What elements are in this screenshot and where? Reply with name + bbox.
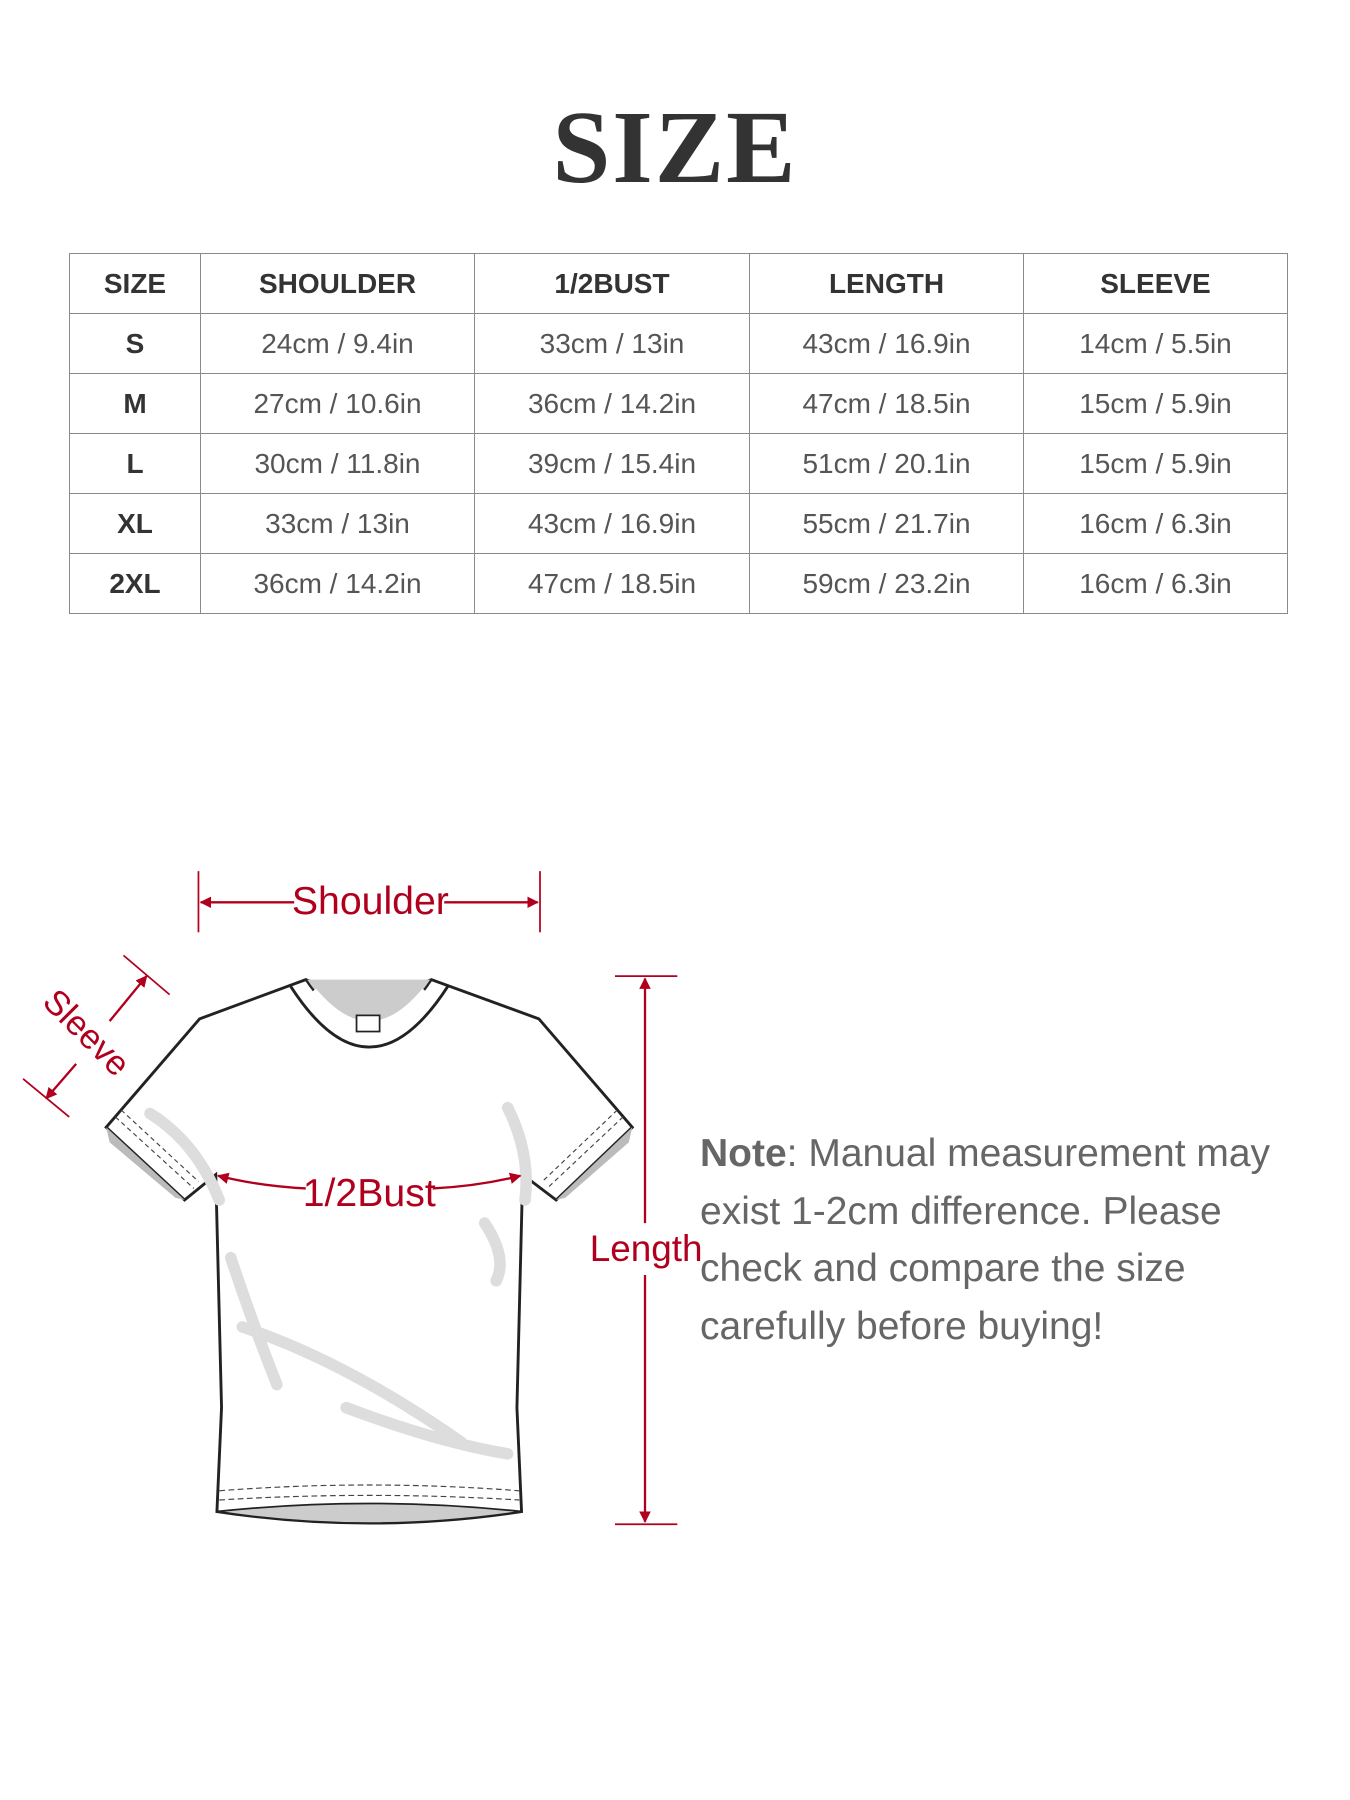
measurement-cell: 43cm / 16.9in	[475, 494, 750, 554]
length-measure	[590, 976, 703, 1524]
measurement-cell: 15cm / 5.9in	[1024, 374, 1288, 434]
measurement-cell: 55cm / 21.7in	[750, 494, 1024, 554]
size-cell: S	[70, 314, 201, 374]
measurement-cell: 14cm / 5.5in	[1024, 314, 1288, 374]
measurement-cell: 16cm / 6.3in	[1024, 494, 1288, 554]
shoulder-label: Shoulder	[291, 878, 449, 923]
measurement-cell: 27cm / 10.6in	[201, 374, 475, 434]
page-title: SIZE	[552, 90, 798, 205]
measurement-cell: 47cm / 18.5in	[750, 374, 1024, 434]
note-label: Note	[700, 1132, 787, 1175]
measurement-cell: 36cm / 14.2in	[201, 554, 475, 614]
measurement-cell: 33cm / 13in	[201, 494, 475, 554]
tshirt-outline	[106, 980, 632, 1523]
size-cell: XL	[70, 494, 201, 554]
header-length: LENGTH	[750, 254, 1024, 314]
measurement-cell: 16cm / 6.3in	[1024, 554, 1288, 614]
measurement-cell: 30cm / 11.8in	[201, 434, 475, 494]
measurement-cell: 43cm / 16.9in	[750, 314, 1024, 374]
measurement-cell: 24cm / 9.4in	[201, 314, 475, 374]
measurement-cell: 36cm / 14.2in	[475, 374, 750, 434]
header-size: SIZE	[70, 254, 201, 314]
measurement-cell: 39cm / 15.4in	[475, 434, 750, 494]
measurement-cell: 47cm / 18.5in	[475, 554, 750, 614]
size-cell: M	[70, 374, 201, 434]
sleeve-label: Sleeve	[35, 982, 138, 1084]
shoulder-measure	[198, 871, 540, 932]
header-shoulder: SHOULDER	[201, 254, 475, 314]
size-cell: 2XL	[70, 554, 201, 614]
note-text	[700, 1125, 1320, 1355]
measurement-cell: 51cm / 20.1in	[750, 434, 1024, 494]
length-label: Length	[589, 1228, 703, 1270]
size-cell: L	[70, 434, 201, 494]
header-bust: 1/2BUST	[475, 254, 750, 314]
measurement-cell: 59cm / 23.2in	[750, 554, 1024, 614]
bust-label: 1/2Bust	[302, 1170, 436, 1215]
measurement-cell: 15cm / 5.9in	[1024, 434, 1288, 494]
header-sleeve: SLEEVE	[1024, 254, 1288, 314]
measurement-cell: 33cm / 13in	[475, 314, 750, 374]
note-body: : Manual measurement may exist 1-2cm difference. Please check and compare the size carefully before buying!	[700, 1132, 1271, 1348]
